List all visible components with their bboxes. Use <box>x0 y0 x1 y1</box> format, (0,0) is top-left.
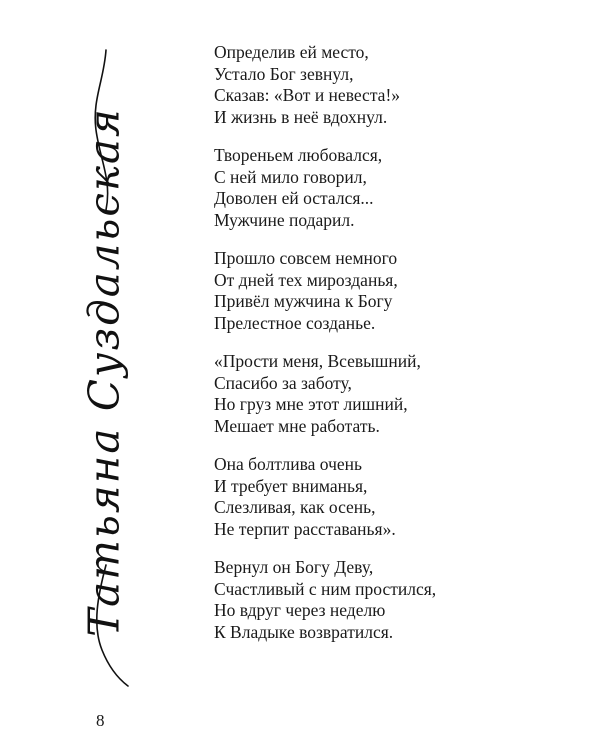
poem-line: Устало Бог зевнул, <box>214 63 354 84</box>
stanza-5 <box>214 454 574 540</box>
poem-line: Но вдруг через неделю <box>214 600 386 620</box>
poem-line: Прелестное созданье. <box>214 312 376 333</box>
poem-line: С ней мило говорил, <box>214 166 367 187</box>
stanza-6 <box>214 557 574 643</box>
poem-body <box>214 42 574 660</box>
poem-line: Мужчине подарил. <box>214 209 355 230</box>
poem-line: «Прости меня, Всевышний, <box>214 351 421 371</box>
stanza-1 <box>214 42 574 128</box>
poem-line: К Владыке возвратился. <box>214 621 394 642</box>
poem-line: Определив ей место, <box>214 42 369 62</box>
poem-line: И жизнь в неё вдохнул. <box>214 106 388 127</box>
poem-line: Привёл мужчина к Богу <box>214 291 393 311</box>
poem-line: Слезливая, как осень, <box>214 497 376 517</box>
poem-line: Твореньем любовался, <box>214 145 383 165</box>
poem-line: Спасибо за заботу, <box>214 372 352 393</box>
author-signature: Татьяна Суздальская <box>79 107 129 637</box>
poem-line: Прошло совсем немного <box>214 248 398 268</box>
poem-line: Не терпит расставанья». <box>214 518 396 539</box>
poem-line: От дней тех мирозданья, <box>214 269 398 290</box>
page-number: 8 <box>96 711 105 730</box>
poem-line: Счастливый с ним простился, <box>214 578 437 599</box>
stanza-4 <box>214 351 574 437</box>
poem-line: И требует вниманья, <box>214 475 368 496</box>
stanza-3 <box>214 248 574 334</box>
poem-line: Но груз мне этот лишний, <box>214 394 408 414</box>
poem-line: Сказав: «Вот и невеста!» <box>214 85 401 105</box>
poem-line: Она болтлива очень <box>214 454 362 474</box>
stanza-2 <box>214 145 574 231</box>
poem-line: Мешает мне работать. <box>214 415 380 436</box>
poem-line: Доволен ей остался... <box>214 188 374 208</box>
poem-line: Вернул он Богу Деву, <box>214 557 374 577</box>
